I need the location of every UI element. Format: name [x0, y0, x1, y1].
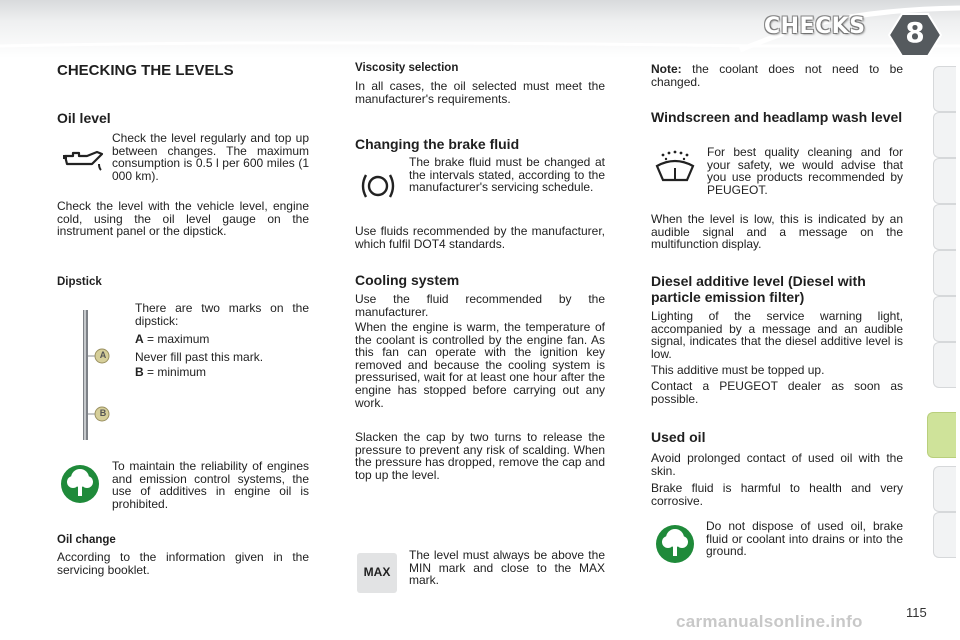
environment-tree-icon: [655, 524, 695, 564]
dipstick-a-text: = maximum: [147, 332, 210, 346]
used-oil-p2: Brake fluid is harmful to health and very corrosive.: [651, 481, 903, 508]
page-number: 115: [906, 605, 927, 620]
chapter-tab[interactable]: [933, 204, 956, 250]
max-level-icon: [357, 553, 397, 593]
dipstick-heading: Dipstick: [57, 276, 102, 288]
oil-change-body: According to the information given in the servicing booklet.: [57, 550, 309, 577]
chapter-tabs: [930, 66, 960, 576]
brake-fluid-heading: Changing the brake fluid: [355, 136, 520, 152]
brake-warning-icon: [360, 171, 396, 201]
cooling-p1: Use the fluid recommended by the manufacturer.: [355, 292, 605, 319]
dipstick-mark-a: A: [99, 350, 107, 360]
oil-can-icon: [61, 148, 105, 174]
used-oil-p1: Avoid prolonged contact of used oil with the skin.: [651, 451, 903, 478]
cooling-p3: Slacken the cap by two turns to release the pressure to prevent any risk of scalding. When the pressure has dropped, remove the cap and top up the level.: [355, 430, 605, 482]
note-text: the coolant does not need to be changed.: [651, 62, 903, 89]
cooling-p2: When the engine is warm, the temperature of the coolant is controlled by the engine fan. As this fan can operate with the ignition key removed and because the cooling system is pressurised, wait for at least one hour after the engine has stopped before carrying out any work.: [355, 320, 605, 410]
used-oil-disposal: Do not dispose of used oil, brake fluid or coolant into drains or into the ground.: [706, 519, 903, 559]
dipstick-mark-b: B: [99, 408, 107, 418]
dipstick-never-fill: Never fill past this mark.: [135, 350, 264, 364]
chapter-title: CHECKS: [764, 14, 866, 39]
chapter-tab[interactable]: [933, 158, 956, 204]
oil-level-heading: Oil level: [57, 110, 111, 126]
oil-change-heading: Oil change: [57, 534, 116, 546]
washer-heading: Windscreen and headlamp wash level: [651, 109, 903, 125]
chapter-tab[interactable]: [933, 512, 956, 558]
chapter-tab[interactable]: [933, 66, 956, 112]
note-label: Note:: [651, 62, 682, 76]
dipstick-b-text: = minimum: [147, 365, 207, 379]
diesel-additive-heading: Diesel additive level (Diesel with particle emission filter): [651, 273, 866, 305]
diesel-p3: Contact a PEUGEOT dealer as soon as possible.: [651, 379, 903, 406]
chapter-tab[interactable]: [933, 112, 956, 158]
washer-intro: For best quality cleaning and for your safety, we would advise that you use products recommended by PEUGEOT.: [707, 145, 903, 197]
page-title: CHECKING THE LEVELS: [57, 62, 234, 79]
additives-warning: To maintain the reliability of engines and emission control systems, the use of additives in engine oil is prohibited.: [112, 459, 309, 511]
viscosity-heading: Viscosity selection: [355, 62, 459, 74]
viscosity-body: In all cases, the oil selected must meet the manufacturer's requirements.: [355, 79, 605, 106]
chapter-tab[interactable]: [933, 296, 956, 342]
used-oil-heading: Used oil: [651, 429, 706, 445]
brake-fluid-intro: The brake fluid must be changed at the intervals stated, according to the manufacturer's servicing schedule.: [409, 155, 605, 195]
chapter-number: 8: [905, 16, 925, 49]
dipstick-b-label: B: [135, 365, 144, 379]
watermark: carmanualsonline.info: [676, 612, 863, 631]
dipstick-marks-intro: There are two marks on the dipstick:: [135, 301, 309, 328]
max-level-note: The level must always be above the MIN mark and close to the MAX mark.: [409, 548, 605, 588]
diesel-p2: This additive must be topped up.: [651, 363, 825, 377]
chapter-tab[interactable]: [933, 250, 956, 296]
coolant-note: [651, 63, 903, 88]
washer-body: When the level is low, this is indicated by an audible signal and a message on the multifunction display.: [651, 212, 903, 252]
oil-level-body: Check the level with the vehicle level, engine cold, using the oil level gauge on the instrument panel or the dipstick.: [57, 199, 309, 239]
dipstick-illustration: [71, 308, 121, 442]
dipstick-max-line: [135, 333, 309, 346]
chapter-tab[interactable]: [933, 342, 956, 388]
dipstick-min-line: [135, 366, 309, 379]
chapter-tab-active[interactable]: [927, 412, 956, 458]
cooling-heading: Cooling system: [355, 272, 460, 288]
diesel-p1: Lighting of the service warning light, accompanied by a message and an audible signal, indicates that the diesel additive level is low.: [651, 309, 903, 361]
max-icon-label: MAX: [363, 565, 391, 579]
oil-level-intro: Check the level regularly and top up between changes. The maximum consumption is 0.5 l per 600 miles (1 000 km).: [112, 131, 309, 183]
dipstick-a-label: A: [135, 332, 144, 346]
brake-fluid-body: Use fluids recommended by the manufacturer, which fulfil DOT4 standards.: [355, 224, 605, 251]
washer-fluid-icon: [653, 150, 697, 186]
chapter-tab[interactable]: [933, 466, 956, 512]
environment-tree-icon: [60, 464, 100, 504]
